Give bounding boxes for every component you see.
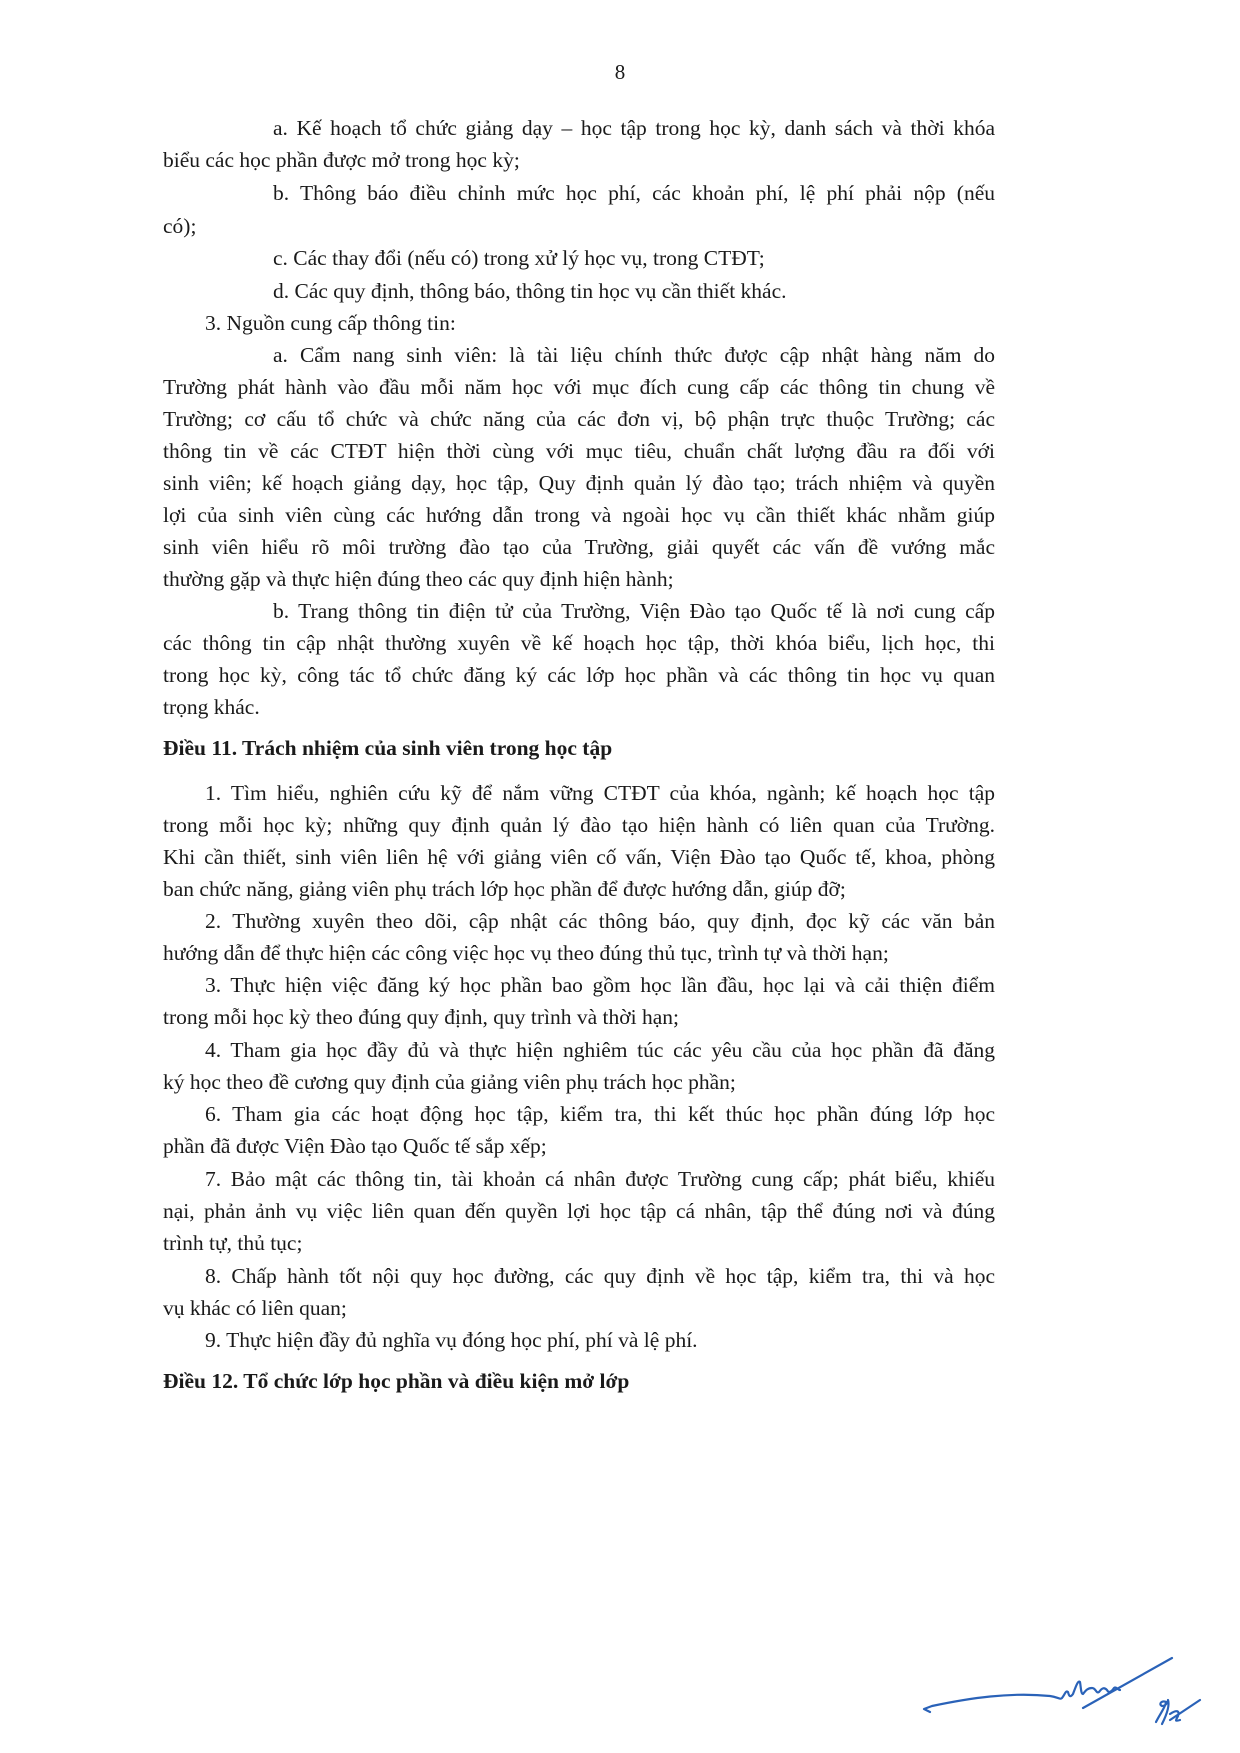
duty-4-line-2: ký học theo đề cương quy định của giảng viên phụ trách học phần; bbox=[163, 1070, 736, 1094]
source-b-line-4: trọng khác. bbox=[163, 695, 260, 719]
signature-initials bbox=[1156, 1700, 1200, 1724]
item-3b-line-1: b. Thông báo điều chỉnh mức học phí, các khoản phí, lệ phí phải nộp (nếu bbox=[273, 181, 995, 205]
duty-8-line-2: vụ khác có liên quan; bbox=[163, 1296, 347, 1320]
duty-7-line-3: trình tự, thủ tục; bbox=[163, 1231, 303, 1255]
duty-3-line-1: 3. Thực hiện việc đăng ký học phần bao gồm học lần đầu, học lại và cải thiện điểm bbox=[205, 973, 995, 997]
duty-7-line-2: nại, phản ảnh vụ việc liên quan đến quyền lợi học tập cá nhân, tập thể đúng nơi và đúng bbox=[163, 1199, 995, 1223]
source-a-line-1: a. Cẩm nang sinh viên: là tài liệu chính thức được cập nhật hàng năm do bbox=[273, 343, 995, 367]
source-a-line-4: thông tin về các CTĐT hiện thời cùng với mục tiêu, chuẩn chất lượng đầu ra đối với bbox=[163, 439, 995, 463]
duty-9: 9. Thực hiện đầy đủ nghĩa vụ đóng học phí, phí và lệ phí. bbox=[205, 1328, 698, 1352]
signature-stroke bbox=[924, 1682, 1120, 1712]
source-a-line-5: sinh viên; kế hoạch giảng dạy, học tập, Quy định quản lý đào tạo; trách nhiệm và quyền bbox=[163, 471, 995, 495]
duty-1-line-2: trong mỗi học kỳ; những quy định quản lý đào tạo hiện hành có liên quan của Trường. bbox=[163, 813, 995, 837]
duty-1-line-3: Khi cần thiết, sinh viên liên hệ với giảng viên cố vấn, Viện Đào tạo Quốc tế, khoa, phòng bbox=[163, 845, 995, 869]
item-3b-line-2: có); bbox=[163, 214, 197, 238]
duty-1-line-1: 1. Tìm hiểu, nghiên cứu kỹ để nắm vững CTĐT của khóa, ngành; kế hoạch học tập bbox=[205, 781, 995, 805]
signature-underline bbox=[1083, 1658, 1172, 1708]
item-3c: c. Các thay đổi (nếu có) trong xử lý học vụ, trong CTĐT; bbox=[273, 246, 765, 270]
duty-7-line-1: 7. Bảo mật các thông tin, tài khoản cá nhân được Trường cung cấp; phát biểu, khiếu bbox=[205, 1167, 995, 1191]
source-a-line-6: lợi của sinh viên cùng các hướng dẫn trong và ngoài học vụ cần thiết khác nhằm giúp bbox=[163, 503, 995, 527]
article-12-heading: Điều 12. Tổ chức lớp học phần và điều kiện mở lớp bbox=[163, 1369, 630, 1393]
source-b-line-2: các thông tin cập nhật thường xuyên về kế hoạch học tập, thời khóa biểu, lịch học, thi bbox=[163, 631, 995, 655]
duty-4-line-1: 4. Tham gia học đầy đủ và thực hiện nghiêm túc các yêu cầu của học phần đã đăng bbox=[205, 1038, 995, 1062]
source-a-line-7: sinh viên hiểu rõ môi trường đào tạo của Trường, giải quyết các vấn đề vướng mắc bbox=[163, 535, 995, 559]
item-3d: d. Các quy định, thông báo, thông tin học vụ cần thiết khác. bbox=[273, 279, 787, 303]
source-a-line-8: thường gặp và thực hiện đúng theo các quy định hiện hành; bbox=[163, 567, 674, 591]
page-number: 8 bbox=[614, 60, 626, 84]
item-3a-line-1: a. Kế hoạch tổ chức giảng dạy – học tập trong học kỳ, danh sách và thời khóa bbox=[273, 116, 995, 140]
source-a-line-2: Trường phát hành vào đầu mỗi năm học với mục đích cung cấp các thông tin chung về bbox=[163, 375, 995, 399]
section-3-heading: 3. Nguồn cung cấp thông tin: bbox=[205, 311, 456, 335]
duty-8-line-1: 8. Chấp hành tốt nội quy học đường, các quy định về học tập, kiểm tra, thi và học bbox=[205, 1264, 995, 1288]
duty-2-line-2: hướng dẫn để thực hiện các công việc học vụ theo đúng thủ tục, trình tự và thời hạn; bbox=[163, 941, 889, 965]
source-a-line-3: Trường; cơ cấu tổ chức và chức năng của các đơn vị, bộ phận trực thuộc Trường; các bbox=[163, 407, 995, 431]
duty-3-line-2: trong mỗi học kỳ theo đúng quy định, quy trình và thời hạn; bbox=[163, 1005, 679, 1029]
duty-1-line-4: ban chức năng, giảng viên phụ trách lớp học phần để được hướng dẫn, giúp đỡ; bbox=[163, 877, 846, 901]
duty-6-line-2: phần đã được Viện Đào tạo Quốc tế sắp xếp; bbox=[163, 1134, 547, 1158]
duty-6-line-1: 6. Tham gia các hoạt động học tập, kiểm tra, thi kết thúc học phần đúng lớp học bbox=[205, 1102, 995, 1126]
source-b-line-3: trong học kỳ, công tác tổ chức đăng ký các lớp học phần và các thông tin học vụ quan bbox=[163, 663, 995, 687]
handwritten-signature bbox=[900, 1640, 1220, 1740]
item-3a-line-2: biểu các học phần được mở trong học kỳ; bbox=[163, 148, 520, 172]
article-11-heading: Điều 11. Trách nhiệm của sinh viên trong học tập bbox=[163, 736, 613, 760]
source-b-line-1: b. Trang thông tin điện tử của Trường, Viện Đào tạo Quốc tế là nơi cung cấp bbox=[273, 599, 995, 623]
duty-2-line-1: 2. Thường xuyên theo dõi, cập nhật các thông báo, quy định, đọc kỹ các văn bản bbox=[205, 909, 995, 933]
